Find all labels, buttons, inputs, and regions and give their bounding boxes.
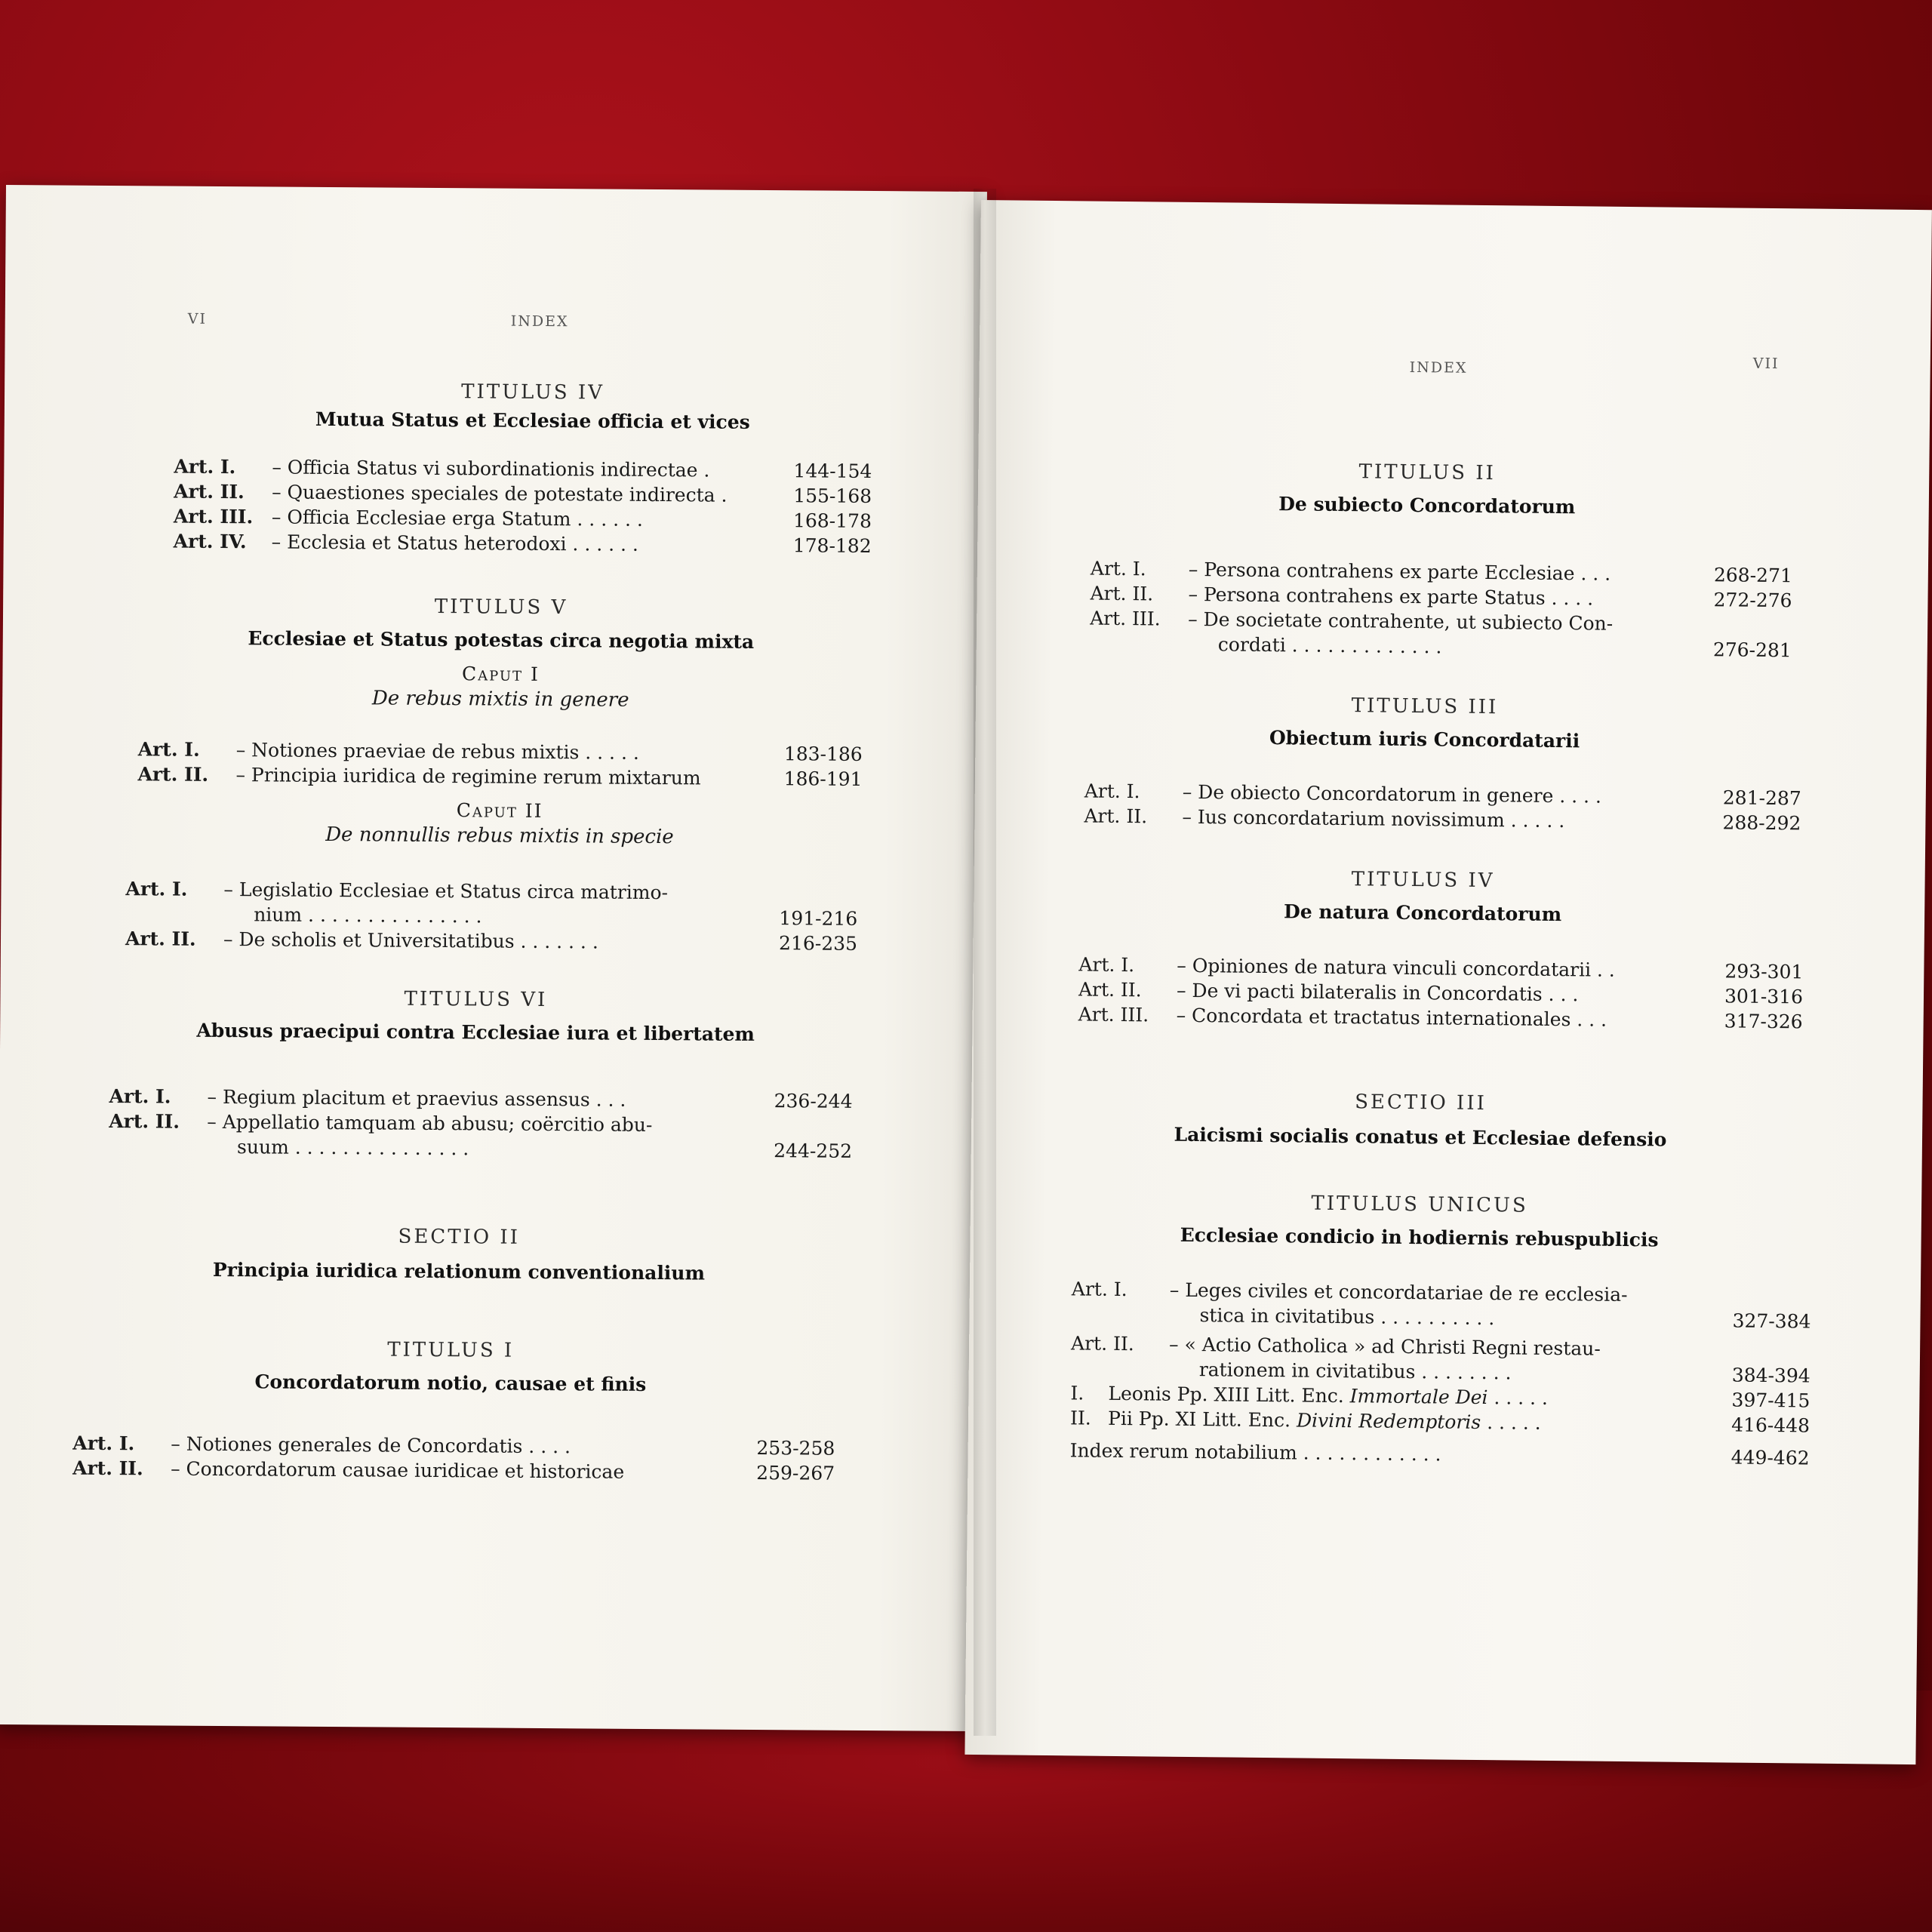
toc-entry-continuation: stica in civitatibus . . . . . . . . . . 327-384	[1199, 1304, 1811, 1333]
titulus-iv-right-block	[1045, 865, 1801, 928]
toc-entry: Art. I. – Opiniones de natura vinculi concordatarii . . 293-301	[1078, 953, 1804, 983]
toc-entry: Art. II. – Persona contrahens ex parte Status . . . . 272-276	[1090, 582, 1792, 612]
sectio-ii-block	[82, 1223, 836, 1285]
titulus-iii-entries	[1084, 778, 1801, 835]
titulus-i-subtitle: Concordatorum notio, causae et finis	[254, 1371, 647, 1395]
titulus-iv-right-subtitle: De natura Concordatorum	[1283, 900, 1562, 926]
titulus-v-heading: TITULUS V	[434, 595, 568, 620]
titulus-i-block	[73, 1337, 828, 1397]
toc-entry: Art. III. – Concordata et tractatus internationales . . . 317-326	[1078, 1003, 1803, 1033]
sectio-ii-subtitle: Principia iuridica relationum conventionalium	[212, 1258, 706, 1284]
titulus-i-heading: TITULUS I	[387, 1338, 515, 1362]
titulus-ii-block	[1050, 457, 1805, 520]
titulus-unicus-heading: TITULUS UNICUS	[1311, 1192, 1528, 1217]
toc-entry: Art. I. – Persona contrahens ex parte Ecclesiae . . . 268-271	[1090, 557, 1792, 587]
titulus-unicus-entries	[1069, 1276, 1811, 1470]
titulus-iii-block	[1047, 691, 1802, 754]
caput-ii-block	[122, 797, 877, 850]
titulus-iv-right-heading: TITULUS IV	[1351, 868, 1495, 893]
titulus-iv-subtitle: Mutua Status et Ecclesiae officia et vices	[315, 408, 750, 433]
toc-entry: Art. III. – De societate contrahente, ut subiecto Con-	[1090, 607, 1614, 635]
titulus-iii-heading: TITULUS III	[1351, 694, 1499, 719]
toc-entry: Art. II. – Principia iuridica de regimine rerum mixtarum 186-191	[137, 763, 863, 790]
titulus-iv-heading: TITULUS IV	[461, 380, 605, 405]
titulus-iii-subtitle: Obiectum iuris Concordatarii	[1269, 727, 1580, 752]
toc-entry: Art. II. – Ius concordatarium novissimum . . . . . 288-292	[1084, 804, 1801, 835]
caput-ii-entries	[125, 876, 858, 956]
titulus-iv-entries	[174, 454, 872, 558]
toc-entry: Art. I. – Regium placitum et praevius assensus . . . 236-244	[109, 1084, 853, 1112]
index-rerum-entry: Index rerum notabilium . . . . . . . . . . . . 449-462	[1069, 1439, 1810, 1469]
right-page	[964, 200, 1932, 1764]
toc-entry: Art. IV. – Ecclesia et Status heterodoxi . . . . . . 178-182	[173, 530, 872, 558]
sectio-iii-heading: SECTIO III	[1354, 1091, 1487, 1115]
caput-ii-heading: Caput II	[456, 799, 543, 822]
titulus-vi-subtitle: Abusus praecipui contra Ecclesiae iura et libertatem	[196, 1019, 755, 1045]
appendix-entry-1: I. Leonis Pp. XIII Litt. Enc. Immortale Dei . . . . . 397-415	[1070, 1382, 1810, 1412]
titulus-ii-entries	[1090, 556, 1792, 663]
titulus-vi-heading: TITULUS VI	[404, 987, 548, 1012]
toc-entry-continuation: cordati . . . . . . . . . . . . . 276-281	[1217, 633, 1792, 662]
toc-entry: Art. I. – Officia Status vi subordinationis indirectae . 144-154	[174, 455, 872, 483]
toc-entry-continuation: rationem in civitatibus . . . . . . . . 384-394	[1198, 1358, 1810, 1387]
sectio-iii-block	[1043, 1088, 1798, 1152]
left-running-head: INDEX	[510, 312, 569, 331]
toc-entry: Art. I. – De obiecto Concordatorum in genere . . . . 281-287	[1084, 780, 1801, 810]
appendix-entry-2: II. Pii Pp. XI Litt. Enc. Divini Redemptoris . . . . . 416-448	[1069, 1407, 1810, 1437]
toc-entry: Art. II. – « Actio Catholica » ad Christi Regni restau-	[1070, 1332, 1601, 1360]
toc-entry: Art. II. – De scholis et Universitatibus . . . . . . . 216-235	[125, 928, 858, 955]
toc-entry: Art. I. – Notiones praeviae de rebus mixtis . . . . . 183-186	[137, 738, 863, 765]
titulus-unicus-subtitle: Ecclesiae condicio in hodiernis rebuspublicis	[1180, 1223, 1659, 1251]
titulus-unicus-block	[1042, 1189, 1798, 1252]
titulus-ii-heading: TITULUS II	[1358, 460, 1497, 485]
toc-entry: Art. I. – Leges civiles et concordatariae de re ecclesia-	[1071, 1278, 1628, 1306]
caput-ii-subtitle: De nonnullis rebus mixtis in specie	[325, 823, 674, 849]
titulus-v-subtitle: Ecclesiae et Status potestas circa negotia mixta	[248, 627, 755, 653]
titulus-vi-entries	[109, 1084, 853, 1164]
toc-entry: Art. III. – Officia Ecclesiae erga Statum . . . . . . 168-178	[173, 505, 872, 533]
toc-entry: Art. II. – Appellatio tamquam ab abusu; coërcitio abu-	[109, 1109, 653, 1137]
right-folio: VII	[1752, 355, 1780, 373]
right-running-head: INDEX	[1409, 358, 1468, 377]
caput-i-entries	[137, 737, 862, 792]
titulus-ii-subtitle: De subiecto Concordatorum	[1278, 493, 1576, 518]
toc-entry: Art. I. – Notiones generales de Concordatis . . . . 253-258	[72, 1432, 835, 1460]
titulus-i-entries	[72, 1431, 835, 1486]
toc-entry-continuation: nium . . . . . . . . . . . . . . . 191-216	[254, 903, 858, 930]
toc-entry: Art. II. – De vi pacti bilateralis in Concordatis . . . 301-316	[1078, 978, 1804, 1008]
toc-entry: Art. I. – Legislatio Ecclesiae et Status circa matrimo-	[125, 878, 669, 904]
caput-i-heading: Caput I	[461, 663, 540, 685]
titulus-iv-block	[155, 378, 910, 434]
left-folio: VI	[187, 310, 208, 328]
sectio-iii-subtitle: Laicismi socialis conatus et Ecclesiae defensio	[1174, 1123, 1667, 1151]
sectio-ii-heading: SECTIO II	[398, 1225, 521, 1249]
titulus-vi-block	[98, 986, 853, 1046]
left-page	[0, 185, 987, 1731]
caput-i-subtitle: De rebus mixtis in genere	[371, 687, 629, 712]
book-gutter	[974, 189, 996, 1736]
titulus-iv-right-entries	[1078, 952, 1804, 1034]
toc-entry: Art. II. – Quaestiones speciales de potestate indirecta . 155-168	[174, 480, 872, 508]
toc-entry: Art. II. – Concordatorum causae iuridicae et historicae 259-267	[72, 1457, 835, 1484]
titulus-v-block	[123, 593, 878, 713]
toc-entry-continuation: suum . . . . . . . . . . . . . . . 244-252	[237, 1136, 853, 1162]
